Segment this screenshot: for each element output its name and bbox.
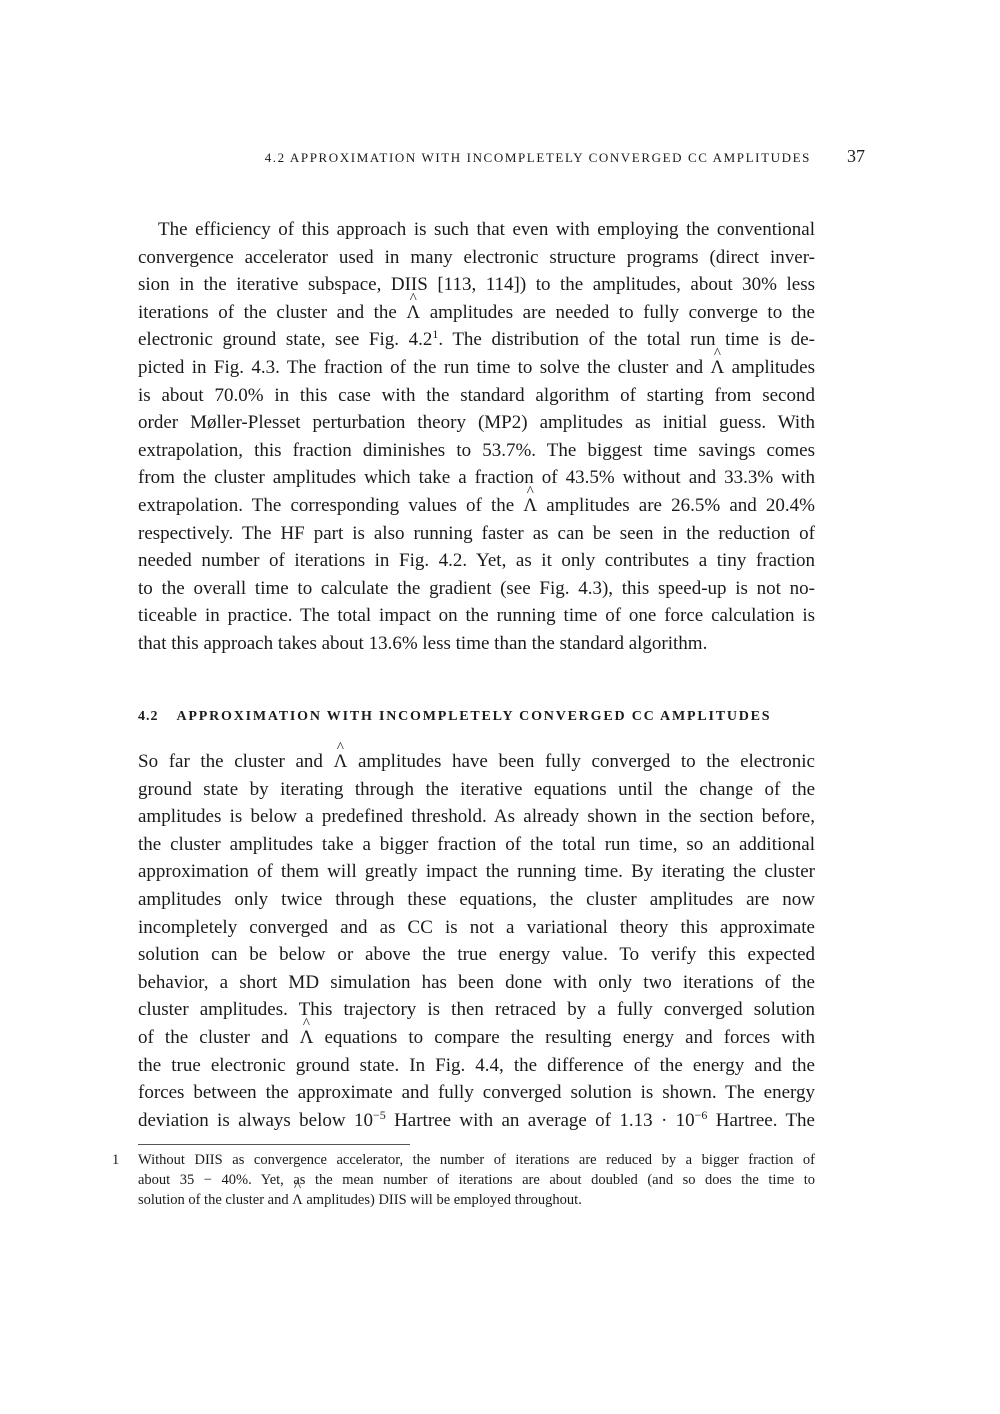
section-heading xyxy=(138,709,815,725)
footnote-text xyxy=(138,1150,815,1210)
paragraph-1-line: order Møller-Plesset perturbation theory (MP2) amplitudes as initial guess. With xyxy=(138,412,815,434)
paragraph-2-line: So far the cluster and ^ Λ amplitudes have been fully converged to the electronic xyxy=(138,748,815,776)
paragraph-1-line: is about 70.0% in this case with the standard algorithm of starting from second xyxy=(138,384,815,406)
paragraph-1-line: convergence accelerator used in many electronic structure programs (direct inver- xyxy=(138,246,815,268)
paragraph-1-line: from the cluster amplitudes which take a fraction of 43.5% without and 33.3% with xyxy=(138,467,815,489)
paragraph-2-line: forces between the approximate and fully converged solution is shown. The energy xyxy=(138,1082,815,1104)
paragraph-1-line: extrapolation, this fraction diminishes to 53.7%. The biggest time savings comes xyxy=(138,439,815,461)
paragraph-2-line: amplitudes only twice through these equations, the cluster amplitudes are now xyxy=(138,888,815,910)
section-number: 4.2 xyxy=(138,708,159,724)
paragraph-1-line: that this approach takes about 13.6% less time than the standard algorithm. xyxy=(138,632,708,654)
running-head-title: 4.2 APPROXIMATION WITH INCOMPLETELY CONVERGED CC AMPLITUDES xyxy=(264,150,811,165)
paragraph-2-line: cluster amplitudes. This trajectory is then retraced by a fully converged solution xyxy=(138,999,815,1021)
footnote-reference: 1 xyxy=(432,327,439,342)
paragraph-1-line: ticeable in practice. The total impact on the running time of one force calculation is xyxy=(138,605,815,627)
footnote-line: Without DIIS as convergence accelerator, the number of iterations are reduced by a bigger fraction of xyxy=(138,1152,815,1168)
paragraph-2-last-text-b: Hartree with an average of 1.13 · 10 xyxy=(385,1109,695,1131)
paragraph-1-line: respectively. The HF part is also running faster as can be seen in the reduction of xyxy=(138,522,815,544)
page-number: 37 xyxy=(847,146,865,166)
exponent: −6 xyxy=(694,1107,708,1122)
lambda-hat-symbol: ^ Λ xyxy=(300,1024,314,1052)
paragraph-1-line: extrapolation. The corresponding values of the ^ Λ amplitudes are 26.5% and 20.4% xyxy=(138,492,815,520)
paragraph-2-line: approximation of them will greatly impact the running time. By iterating the cluster xyxy=(138,861,815,883)
paragraph-2-line: ground state by iterating through the iterative equations until the change of the xyxy=(138,778,815,800)
lambda-hat-symbol: ^ Λ xyxy=(523,492,537,520)
section-title: APPROXIMATION WITH INCOMPLETELY CONVERGED CC AMPLITUDES xyxy=(176,708,772,724)
paragraph-2-line: the cluster amplitudes take a bigger fraction of the total run time, so an additional xyxy=(138,833,815,855)
paragraph-1-line: The efficiency of this approach is such that even with employing the conventional xyxy=(158,219,815,240)
paragraph-2-last-line xyxy=(138,1107,815,1135)
footnote xyxy=(112,1150,815,1210)
footnote-rule xyxy=(138,1144,410,1145)
paragraph-1-line: iterations of the cluster and the ^ Λ amplitudes are needed to fully converge to the xyxy=(138,299,815,327)
footnote-line: about 35 − 40%. Yet, as the mean number of iterations are about doubled (and so does the time to xyxy=(138,1172,815,1188)
footnote-line: solution of the cluster and ^ Λ amplitudes) DIIS will be employed throughout. xyxy=(138,1190,815,1210)
paragraph-2-last-text-a: deviation is always below 10 xyxy=(138,1109,373,1131)
running-head xyxy=(138,146,865,167)
paragraph-2-line: behavior, a short MD simulation has been done with only two iterations of the xyxy=(138,971,815,993)
paragraph-2-line: of the cluster and ^ Λ equations to compare the resulting energy and forces with xyxy=(138,1024,815,1052)
paragraph-2-line: incompletely converged and as CC is not a variational theory this approximate xyxy=(138,916,815,938)
paragraph-1 xyxy=(138,216,815,658)
paragraph-1-line-text: electronic ground state, see Fig. $4.2^1$. The distribution of the total run time is de- xyxy=(138,327,815,351)
paragraph-1-line: picted in Fig. 4.3. The fraction of the run time to solve the cluster and ^ Λ amplitudes xyxy=(138,354,815,382)
paragraph-2-last-text-c: Hartree. The xyxy=(707,1109,815,1131)
lambda-hat-symbol: ^ Λ xyxy=(710,354,724,382)
paragraph-1-line: sion in the iterative subspace, DIIS [113, 114]) to the amplitudes, about 30% less xyxy=(138,274,815,296)
paragraph-2-line: solution can be below or above the true energy value. To verify this expected xyxy=(138,944,815,966)
paragraph-2-line: the true electronic ground state. In Fig. 4.4, the difference of the energy and the xyxy=(138,1054,815,1076)
paragraph-2 xyxy=(138,748,815,1134)
paragraph-2-line: amplitudes is below a predefined threshold. As already shown in the section before, xyxy=(138,806,815,828)
footnote-mark: 1 xyxy=(112,1152,120,1168)
paragraph-1-line: to the overall time to calculate the gradient (see Fig. 4.3), this speed-up is not no- xyxy=(138,577,815,599)
paragraph-1-line: needed number of iterations in Fig. 4.2. Yet, as it only contributes a tiny fraction xyxy=(138,550,815,572)
exponent: −5 xyxy=(372,1107,386,1122)
lambda-hat-symbol: ^ Λ xyxy=(406,299,420,327)
lambda-hat-symbol: ^ Λ xyxy=(292,1190,303,1210)
lambda-hat-symbol: ^ Λ xyxy=(334,748,348,776)
